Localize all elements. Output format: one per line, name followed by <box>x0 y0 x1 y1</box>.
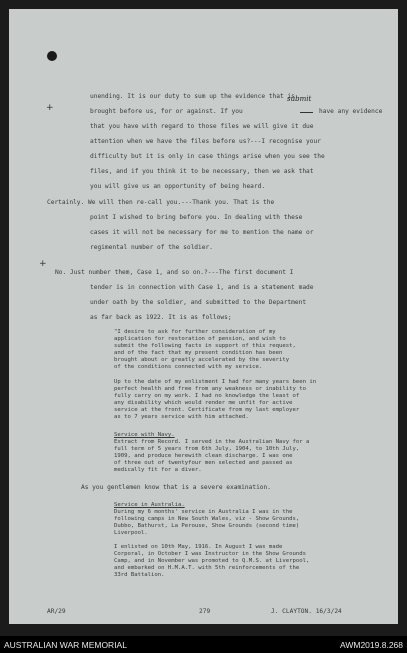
quote-line: 33rd Battalion. <box>114 572 165 578</box>
text-line: As you gentlemen know that is a severe examination. <box>81 484 271 491</box>
text-line: Certainly. We will then re-call you.---Thank you. That is the <box>47 199 275 206</box>
strikethrough <box>300 112 313 113</box>
quote-line: Extract from Record. I served in the Australian Navy for a <box>114 439 310 445</box>
section-heading: Service with Navy. <box>114 432 175 438</box>
catalogue-id: AWM2019.8.268 <box>340 640 403 650</box>
page-footer-ref: AR/29 <box>47 608 66 615</box>
margin-mark: + <box>46 103 54 113</box>
margin-mark: + <box>39 259 47 269</box>
text-line: cases it will not be necessary for me to mention the name or <box>90 229 314 236</box>
quote-line: During my 6 months' service in Australia I was in the <box>114 509 293 515</box>
text-line: under oath by the soldier, and submitted to the Department <box>90 299 307 306</box>
quote-line: Up to the date of my enlistment I had for many years been in <box>114 379 317 385</box>
page-number: 279 <box>199 608 211 615</box>
quote-line: full term of 5 years from 6th July, 1904, to 10th July, <box>114 446 300 452</box>
quote-line: brought about or greatly accelerated by the severity <box>114 357 290 363</box>
text-line: No. Just number them, Case 1, and so on.?---The first document I <box>55 269 294 276</box>
quote-line: submit the following facts in support of this request, <box>114 343 296 349</box>
document-page <box>9 9 398 624</box>
quote-line: and of the fact that my present condition has been <box>114 350 283 356</box>
text-line: tender is in connection with Case 1, and is a statement made <box>90 284 314 291</box>
quote-line: following camps in New South Wales, viz - Show Grounds, <box>114 516 300 522</box>
text-line: you will give us an opportunity of being heard. <box>90 183 266 190</box>
text-line: regimental number of the soldier. <box>90 244 213 251</box>
text-line: point I wished to bring before you. In dealing with these <box>90 214 303 221</box>
quote-line: and embarked on H.M.A.T. with 5th reinforcements of the <box>114 565 300 571</box>
text-line: files, and if you think it to be necessary, then we ask that <box>90 168 314 175</box>
text-line: attention when we have the files before us?---I recognise your <box>90 138 321 145</box>
quote-line: Corporal, in October I was Instructor in the Show Grounds <box>114 551 306 557</box>
quote-line: of the conditions connected with my service. <box>114 364 263 370</box>
quote-line: Dubbo, Bathurst, La Perouse, Show Grounds (second time) <box>114 523 300 529</box>
text-line: have any evidence <box>319 108 383 115</box>
text-line: as far back as 1922. It is as follows; <box>90 314 232 321</box>
quote-line: medically fit for a diver. <box>114 467 202 473</box>
text-line: unending. It is our duty to sum up the evidence that is <box>90 93 295 100</box>
quote-line: any disability which would render me unfit for active <box>114 400 293 406</box>
quote-line: Camp, and in November was promoted to Q.M.S. at Liverpool, <box>114 558 310 564</box>
institution-label: AUSTRALIAN WAR MEMORIAL <box>4 640 127 650</box>
quote-line: fully carry on my work. I had no knowledge the least of <box>114 393 300 399</box>
quote-line: Liverpool. <box>114 530 148 536</box>
quote-line: service at the front. Certificate from my last employer <box>114 407 300 413</box>
text-line: that you have with regard to those files we will give it due <box>90 123 314 130</box>
quote-line: 1909, and produce herewith clean discharge. I was one <box>114 453 293 459</box>
quote-line: application for restoration of pension, and wish to <box>114 336 286 342</box>
quote-line: I enlisted on 10th May, 1916. In August I was made <box>114 544 283 550</box>
quote-line: as to 7 years service with him attached. <box>114 414 249 420</box>
text-line: difficulty but it is only in case things arise when you see the <box>90 153 325 160</box>
page-footer-name: J. CLAYTON. 16/3/24 <box>271 608 342 615</box>
punch-hole <box>47 51 57 61</box>
archive-footer-bar <box>0 636 407 653</box>
quote-line: perfect health and free from any weakness or inability to <box>114 386 306 392</box>
quote-line: "I desire to ask for further consideration of my <box>114 329 276 335</box>
text-line: brought before us, for or against. If you <box>90 108 243 115</box>
quote-line: of three out of twentyfour men selected and passed as <box>114 460 293 466</box>
section-heading: Service in Australia. <box>114 502 185 508</box>
handwritten-insert: submit <box>287 95 312 103</box>
